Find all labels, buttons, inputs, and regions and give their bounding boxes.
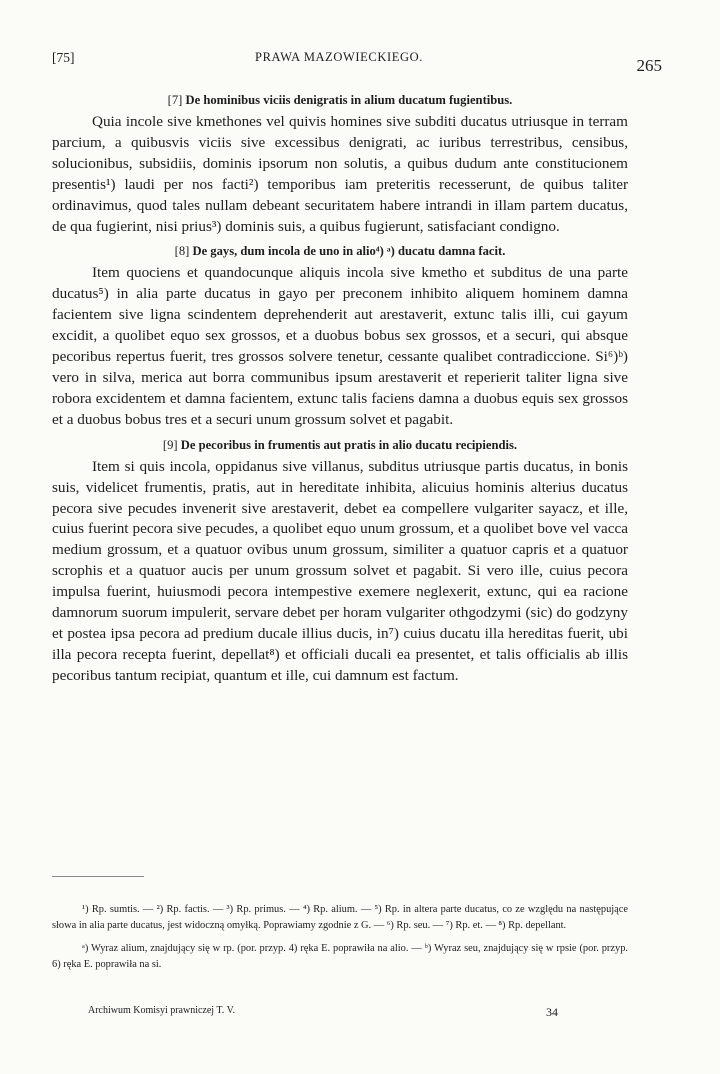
section-title	[52, 92, 628, 108]
footnotes	[52, 902, 628, 980]
section-title	[52, 243, 628, 259]
page-number: 265	[636, 56, 662, 75]
section-9	[52, 437, 628, 687]
main-text	[52, 92, 628, 693]
running-title: PRAWA MAZOWIECKIEGO.	[255, 50, 423, 64]
section-heading: De hominibus viciis denigratis in alium ducatum fugientibus.	[185, 93, 513, 107]
signature-line: Archiwum Komisyi prawniczej T. V.	[88, 1005, 236, 1016]
footnote-numeric: ¹) Rp. sumtis. — ²) Rp. factis. — ³) Rp. primus. — ⁴) Rp. alium. — ⁵) Rp. in altera parte ducatus, co ze względu na następujące słowa in alia parte ducatus, jest widoczną omyłką. Poprawiamy zgodnie z G. — ⁶) Rp. seu. — ⁷) Rp. et. — ⁸) Rp. depellant.	[52, 904, 628, 931]
section-8	[52, 243, 628, 430]
section-paragraph: Item si quis incola, oppidanus sive villanus, subditus utriusque partis ducatus, in bonis suis, videlicet frumentis, pratis, aut in hereditate inhibita, alicuius hominis alterius ducatus pecora sive pecudes invenerit sive arestaverit, debet ea compellere vulgariter sayacz, et ille, cuius fuerint pecora sive pecudes, a quolibet equo unum grossum, et a quolibet bove vel vacca medium grossum, et a quatuor ovibus unum grossum, similiter a quatuor capris et a quatuor scrophis et a quatuor aucis per unum grossum solvet et pagabit. Si vero ille, cuius pecora impulsa fuerint, huiusmodi pecora intempestive exemere neglexerit, extunc, qui ea racione damnorum suorum impulerit, servare debet per horam vulgariter othgodzymi (sic) do godzyny et postea ipsa pecora ad predium ducale illius ducis, in⁷) cuius ducatu illa hereditas fuerit, ubi illa pecora recepta fuerint, depellat⁸) et officiali ducali ea presentet, et talis officialis ab illis pecoribus tantum recipiat, quantum et ille, cui damnum est factum.	[52, 457, 628, 684]
section-paragraph: Quia incole sive kmethones vel quivis homines sive subditi ducatus utriusque in terram parcium, a quibusvis viciis sive excessibus denigrati, ac iuribus terrestribus, censibus, solucionibus, subsidiis, dominis ipsorum non solutis, a quibus dudum ante constitucionem presentis¹) laudi per nos facti²) temporibus iam preteritis recesserunt, de quibus taliter ordinavimus, quod tales nullam debeant securitatem habere intrandi in illam partem ducatus, de qua fugierint, nisi prius³) dominis suis, a quibus fugierunt, satisfaciant condigno.	[52, 113, 628, 235]
section-number: [7]	[167, 93, 183, 107]
footnote-lettered: ᵃ) Wyraz alium, znajdujący się w rp. (por. przyp. 4) ręka E. poprawiła na alio. — ᵇ) Wyraz seu, znajdujący się w rpsie (por. przyp. 6) ręka E. poprawiła na si.	[52, 943, 628, 970]
section-heading: De gays, dum incola de uno in alio⁴) ᵃ) ducatu damna facit.	[192, 244, 506, 259]
section-number: [9]	[162, 437, 178, 452]
section-range: [75]	[52, 50, 75, 65]
footnote-separator	[52, 876, 144, 877]
section-heading: De pecoribus in frumentis aut pratis in alio ducatu recipiendis.	[180, 437, 518, 452]
section-number: [8]	[174, 244, 190, 259]
running-header	[52, 50, 662, 75]
section-title	[52, 437, 628, 453]
signature-mark: 34	[546, 1005, 558, 1019]
section-paragraph: Item quociens et quandocunque aliquis incola sive kmetho et subditus de una parte ducatus⁵) in alia parte ducatus in gayo per preconem inhibito aliquem hominem damna facientem sive ligna scindentem deprehenderit aut arestaverit, extunc talis illi, cui gayum excidit, a quolibet equo sex grossos, et a duobus bobus sex grossos, et a securi, qui absque pecoribus repertus fuerit, tres grossos solvere tenetur, cessante qualibet contradiccione. Si⁶)ᵇ) vero in silva, merica aut borra communibus ipsum arestaverit et reperierit taliter ligna sive robora excidentem et damna facientem, extunc talis faciens damna a duobus equis sex grossos et a duobus bobus tres et a securi unum grossum solvet et pagabit.	[52, 264, 628, 428]
section-7	[52, 92, 628, 237]
